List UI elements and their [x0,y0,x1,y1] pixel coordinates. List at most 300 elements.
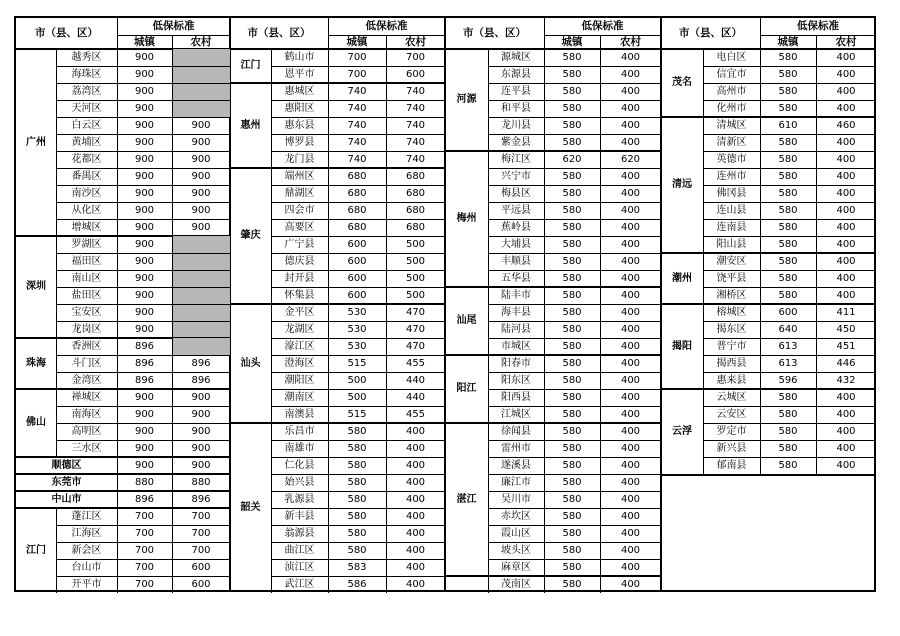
urban-value: 900 [134,289,155,301]
rural-value: 880 [191,476,211,488]
city-cell: 河源 [456,94,477,105]
rural-value: 470 [405,340,426,352]
district-cell: 南山区 [71,272,102,284]
district-cell: 蓬江区 [71,510,102,522]
rural-value: 400 [836,459,856,471]
district-cell: 乐昌市 [284,425,315,437]
district-cell: 金平区 [284,306,315,318]
urban-value: 580 [562,238,582,250]
rural-value: 400 [620,68,641,80]
urban-value: 600 [347,255,367,267]
urban-value: 580 [562,425,582,437]
rural-value: 455 [405,357,426,369]
urban-value: 580 [778,187,798,199]
city-cell: 江门 [240,60,261,71]
district-cell: 福田区 [71,255,102,267]
rural-value: 600 [191,561,211,573]
district-cell: 始兴县 [284,476,315,488]
district-cell: 阳东区 [501,374,531,386]
rural-value: 900 [191,459,211,471]
district-cell: 仁化县 [284,459,315,471]
urban-value: 900 [134,408,155,420]
rural-value: 400 [620,85,641,97]
urban-value: 580 [562,544,582,556]
district-cell: 恩平市 [284,68,315,80]
district-cell: 化州市 [716,102,747,114]
district-cell: 龙川县 [501,119,531,131]
district-cell: 新兴县 [716,442,747,454]
rural-value: 680 [405,170,426,182]
urban-value: 580 [347,493,367,505]
district-cell: 蕉岭县 [501,221,531,233]
district-cell: 郁南县 [716,459,747,471]
rural-value: 470 [405,323,426,335]
city-cell: 惠州 [240,119,261,131]
district-cell: 番禺区 [71,170,102,182]
district-cell: 平远县 [501,204,531,216]
rural-value: 900 [191,136,211,148]
city-cell: 中山市 [51,493,82,505]
district-cell: 荔湾区 [71,85,102,97]
rural-value: 400 [836,102,856,114]
district-cell: 五华县 [501,272,531,284]
rural-value: 900 [191,391,211,403]
rural-value: 400 [620,119,641,131]
urban-value: 896 [134,493,155,505]
urban-value: 900 [134,187,155,199]
urban-value: 580 [778,153,798,165]
district-cell: 黄埔区 [71,136,102,148]
urban-value: 500 [347,374,367,386]
urban-value: 580 [562,255,582,267]
district-cell: 惠城区 [284,85,315,97]
header-rural: 农村 [190,35,212,48]
rural-value: 400 [620,51,641,63]
urban-value: 580 [778,85,798,97]
header-standard: 低保标准 [797,20,839,33]
urban-value: 515 [347,357,367,369]
district-cell: 乳源县 [284,493,315,505]
urban-value: 900 [134,51,155,63]
urban-value: 580 [347,510,367,522]
urban-value: 600 [347,238,367,250]
urban-value: 580 [562,374,582,386]
district-cell: 遂溪县 [501,459,531,471]
urban-value: 700 [134,510,155,522]
district-cell: 连南县 [716,221,747,233]
urban-value: 700 [134,527,155,539]
urban-value: 700 [134,578,155,590]
urban-value: 680 [347,187,367,199]
rural-value [172,321,230,338]
district-cell: 越秀区 [71,51,102,63]
urban-value: 580 [562,85,582,97]
rural-value: 451 [836,340,856,352]
rural-value: 680 [405,204,426,216]
header-standard: 低保标准 [365,20,408,33]
urban-value: 740 [347,102,367,114]
district-cell: 鼎湖区 [284,187,315,199]
district-cell: 兴宁市 [501,170,531,182]
urban-value: 580 [562,68,582,80]
urban-value: 580 [562,527,582,539]
urban-value: 583 [347,561,367,573]
rural-value: 400 [836,289,856,301]
district-cell: 和平县 [501,102,531,114]
district-cell: 潮阳区 [284,374,315,386]
district-cell: 清城区 [716,119,747,131]
rural-value: 400 [620,357,641,369]
urban-value: 580 [778,391,798,403]
rural-value: 400 [620,136,641,148]
district-cell: 茂南区 [501,578,531,590]
rural-value: 400 [836,204,856,216]
rural-value: 440 [405,374,426,386]
urban-value: 900 [134,391,155,403]
urban-value: 900 [134,442,155,454]
urban-value: 580 [347,425,367,437]
district-cell: 吴川市 [501,493,531,505]
city-cell: 湛江 [456,493,477,505]
district-cell: 云城区 [716,391,747,403]
rural-value: 400 [405,493,426,505]
rural-value: 400 [620,255,641,267]
urban-value: 580 [778,170,798,182]
district-cell: 云安区 [716,408,747,420]
district-cell: 梅县区 [501,187,531,199]
urban-value: 896 [134,340,155,352]
urban-value: 530 [347,340,367,352]
rural-value [172,304,230,321]
rural-value: 400 [405,425,426,437]
urban-value: 680 [347,221,367,233]
urban-value: 580 [778,102,798,114]
rural-value: 400 [836,408,856,420]
district-cell: 新丰县 [284,510,315,522]
rural-value: 700 [191,527,211,539]
district-cell: 连山县 [716,204,747,216]
district-cell: 榕城区 [716,306,747,318]
urban-value: 500 [347,391,367,403]
rural-value: 900 [191,153,211,165]
district-cell: 翁源县 [284,527,315,539]
urban-value: 530 [347,306,367,318]
rural-value: 470 [405,306,426,318]
rural-value: 740 [405,85,426,97]
rural-value: 900 [191,442,211,454]
district-cell: 怀集县 [284,289,315,301]
rural-value: 400 [836,442,856,454]
rural-value: 680 [405,221,426,233]
district-cell: 龙湖区 [284,323,315,335]
rural-value: 400 [620,391,641,403]
urban-value: 580 [562,306,582,318]
header-rural: 农村 [405,35,426,48]
rural-value [172,49,230,66]
rural-value: 896 [191,357,211,369]
rural-value [172,338,230,355]
district-cell: 清新区 [716,136,747,148]
urban-value: 580 [562,187,582,199]
urban-value: 586 [347,578,367,590]
rural-value: 400 [405,510,426,522]
district-cell: 从化区 [71,204,102,216]
rural-value: 400 [836,255,856,267]
city-cell: 东莞市 [51,476,82,488]
rural-value: 740 [405,102,426,114]
rural-value: 400 [405,544,426,556]
district-cell: 惠东县 [284,119,315,131]
rural-value: 432 [836,374,856,386]
urban-value: 580 [778,136,798,148]
urban-value: 740 [347,136,367,148]
header-urban: 城镇 [346,35,368,48]
rural-value: 400 [836,85,856,97]
district-cell: 阳西县 [501,391,531,403]
rural-value: 400 [620,272,641,284]
header-urban: 城镇 [134,35,155,48]
header-rural: 农村 [835,35,857,48]
rural-value [172,83,230,100]
urban-value: 700 [134,561,155,573]
district-cell: 紫金县 [501,136,531,148]
rural-value: 400 [620,544,641,556]
city-cell: 顺德区 [51,459,82,471]
district-cell: 潮南区 [284,391,315,403]
rural-value: 400 [405,561,426,573]
district-cell: 增城区 [71,221,102,233]
district-cell: 浈江区 [284,561,315,573]
rural-value: 740 [405,136,426,148]
urban-value: 900 [134,459,155,471]
district-cell: 鹤山市 [284,51,315,63]
urban-value: 580 [562,272,582,284]
rural-value: 460 [836,119,856,131]
urban-value: 900 [134,238,155,250]
urban-value: 580 [562,493,582,505]
rural-value: 400 [836,153,856,165]
urban-value: 610 [778,119,798,131]
district-cell: 信宜市 [716,68,747,80]
urban-value: 740 [347,119,367,131]
rural-value [172,253,230,270]
urban-value: 580 [778,51,798,63]
rural-value: 400 [836,51,856,63]
district-cell: 禅城区 [71,391,102,403]
urban-value: 580 [562,340,582,352]
rural-value: 400 [836,425,856,437]
city-cell: 肇庆 [240,230,261,241]
district-cell: 端州区 [284,170,315,182]
urban-value: 900 [134,136,155,148]
urban-value: 640 [778,323,798,335]
district-cell: 霞山区 [501,527,531,539]
district-cell: 德庆县 [284,255,315,267]
district-cell: 南雄市 [284,442,315,454]
urban-value: 530 [347,323,367,335]
urban-value: 580 [347,544,367,556]
urban-value: 580 [562,357,582,369]
rural-value: 900 [191,119,211,131]
district-cell: 天河区 [71,102,102,114]
city-cell: 汕头 [240,357,261,369]
rural-value [172,66,230,83]
urban-value: 580 [562,170,582,182]
district-cell: 澄海区 [284,357,315,369]
district-cell: 白云区 [71,119,102,131]
district-cell: 高州市 [716,85,747,97]
urban-value: 580 [562,510,582,522]
urban-value: 580 [562,102,582,114]
urban-value: 900 [134,170,155,182]
rural-value: 400 [620,425,641,437]
district-cell: 连平县 [501,85,531,97]
rural-value: 900 [191,221,211,233]
header-city-county: 市（县、区） [679,27,742,40]
rural-value [172,270,230,287]
district-cell: 罗定市 [716,425,747,437]
district-cell: 湘桥区 [716,289,747,301]
urban-value: 580 [562,561,582,573]
rural-value: 400 [405,442,426,454]
city-cell: 佛山 [26,417,46,428]
urban-value: 580 [562,136,582,148]
urban-value: 580 [347,442,367,454]
district-cell: 揭西县 [716,357,747,369]
rural-value: 500 [405,272,426,284]
district-cell: 南沙区 [71,187,102,199]
rural-value: 600 [191,578,211,590]
urban-value: 580 [347,459,367,471]
rural-value: 400 [620,323,641,335]
district-cell: 饶平县 [716,272,747,284]
district-cell: 阳春市 [501,357,531,369]
rural-value: 680 [405,187,426,199]
district-cell: 潮安区 [716,255,747,267]
rural-value: 440 [405,391,426,403]
rural-value: 400 [836,391,856,403]
district-cell: 台山市 [71,561,102,573]
district-cell: 江海区 [71,527,102,539]
urban-value: 700 [347,68,367,80]
district-cell: 高明区 [71,425,102,437]
rural-value: 400 [405,527,426,539]
header-standard: 低保标准 [152,20,195,33]
district-cell: 四会市 [284,204,315,216]
rural-value: 900 [191,408,211,420]
city-cell: 云浮 [672,425,692,437]
rural-value: 900 [191,170,211,182]
city-cell: 梅州 [456,213,477,224]
urban-value: 580 [562,408,582,420]
urban-value: 613 [778,357,798,369]
district-cell: 封开县 [284,272,315,284]
rural-value: 900 [191,425,211,437]
rural-value: 455 [405,408,426,420]
rural-value: 500 [405,255,426,267]
rural-value [172,236,230,253]
urban-value: 515 [347,408,367,420]
district-cell: 阳山县 [716,238,747,250]
district-cell: 麻章区 [501,561,531,573]
rural-value: 896 [191,374,211,386]
urban-value: 580 [347,476,367,488]
city-cell: 深圳 [26,281,46,292]
city-cell: 韶关 [240,502,261,513]
urban-value: 580 [562,391,582,403]
rural-value: 700 [191,510,211,522]
urban-value: 900 [134,68,155,80]
rural-value: 400 [620,561,641,573]
city-cell: 揭阳 [672,340,692,352]
rural-value: 900 [191,187,211,199]
district-cell: 海珠区 [71,68,102,80]
city-cell: 广州 [26,136,46,148]
rural-value: 500 [405,238,426,250]
district-cell: 雷州市 [501,442,531,454]
district-cell: 佛冈县 [716,187,747,199]
rural-value: 400 [620,289,641,301]
district-cell: 市城区 [501,340,531,352]
rural-value: 400 [620,408,641,420]
district-cell: 海丰县 [501,306,531,318]
rural-value: 400 [405,578,426,590]
district-cell: 源城区 [501,51,531,63]
city-cell: 潮州 [672,272,692,284]
header-urban: 城镇 [777,35,799,48]
urban-value: 580 [347,527,367,539]
header-city-county: 市（县、区） [247,27,311,40]
district-cell: 丰顺县 [501,255,531,267]
rural-value: 400 [620,493,641,505]
district-cell: 赤坎区 [501,510,531,522]
urban-value: 580 [778,221,798,233]
urban-value: 580 [562,442,582,454]
rural-value: 896 [191,493,211,505]
district-cell: 宝安区 [71,306,102,318]
urban-value: 600 [347,272,367,284]
rural-value: 400 [620,476,641,488]
district-cell: 揭东区 [716,323,747,335]
rural-value: 400 [620,102,641,114]
urban-value: 600 [347,289,367,301]
district-cell: 开平市 [71,578,102,590]
city-cell: 茂名 [672,77,692,88]
urban-value: 580 [778,238,798,250]
header-city-county: 市（县、区） [463,27,526,40]
rural-value: 400 [836,68,856,80]
urban-value: 580 [562,204,582,216]
rural-value: 400 [405,476,426,488]
urban-value: 580 [778,204,798,216]
district-cell: 电白区 [716,51,747,63]
district-cell: 花都区 [71,153,102,165]
city-cell: 江门 [26,544,46,556]
urban-value: 580 [562,221,582,233]
rural-value: 400 [836,221,856,233]
district-cell: 斗门区 [71,357,102,369]
urban-value: 900 [134,425,155,437]
urban-value: 900 [134,153,155,165]
header-standard: 低保标准 [581,20,624,33]
rural-value: 400 [620,510,641,522]
urban-value: 900 [134,255,155,267]
urban-value: 740 [347,85,367,97]
urban-value: 580 [778,459,798,471]
urban-value: 700 [134,544,155,556]
urban-value: 700 [347,51,367,63]
district-cell: 英德市 [716,153,747,165]
